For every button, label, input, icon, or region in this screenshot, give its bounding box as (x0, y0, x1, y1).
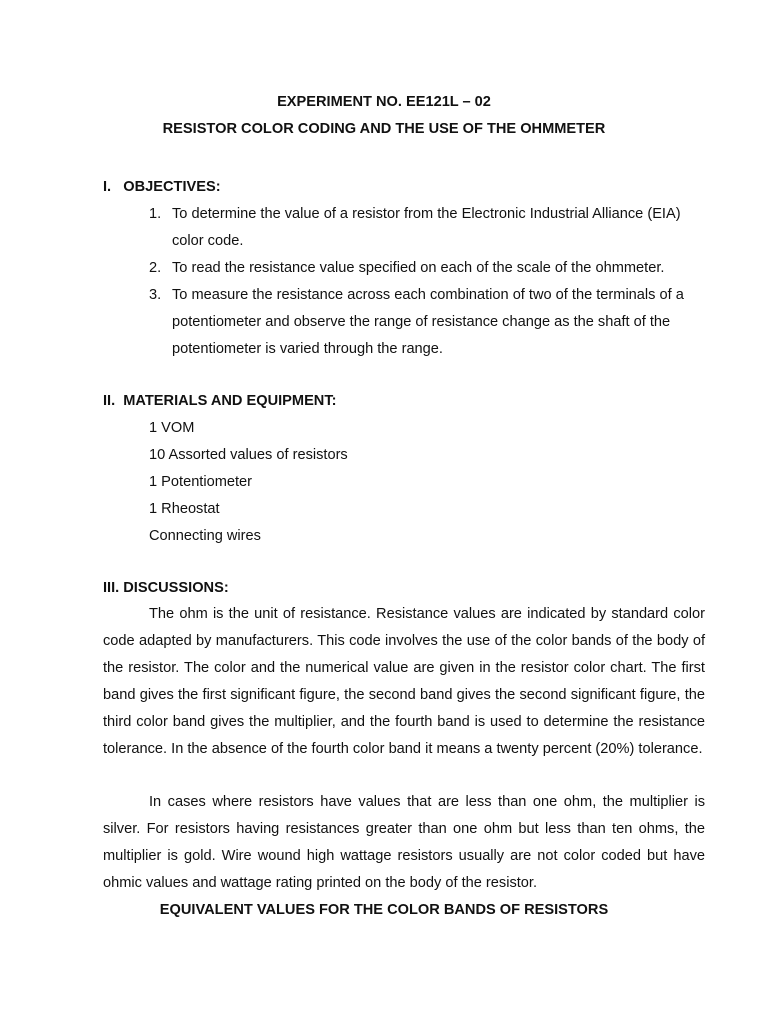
materials-heading: II. MATERIALS AND EQUIPMENT: (103, 393, 337, 409)
objective-1-line-1: To determine the value of a resistor from the Electronic Industrial Alliance (EIA) (172, 206, 681, 222)
material-item: 1 Rheostat (149, 501, 220, 517)
discussion-paragraph-2 (103, 789, 705, 897)
material-item: 1 VOM (149, 420, 195, 436)
experiment-subtitle: RESISTOR COLOR CODING AND THE USE OF THE OHMMETER (162, 121, 606, 137)
objective-1-line-2: color code. (172, 233, 244, 249)
objective-3-line-2: potentiometer and observe the range of resistance change as the shaft of the (172, 314, 671, 330)
color-bands-table-heading: EQUIVALENT VALUES FOR THE COLOR BANDS OF RESISTORS (159, 902, 609, 918)
discussion-paragraph-1-text: The ohm is the unit of resistance. Resistance values are indicated by standard color code adapted by manufacturers. This code involves the use of the color bands of the body of the resistor. The color and the numerical value are given in the resistor color chart. The first band gives the first significant figure, the second band gives the second significant figure, the third color band gives the multiplier, and the fourth band is used to determine the resistance tolerance. In the absence of the fourth color band it means a twenty percent (20%) tolerance. (103, 606, 705, 757)
objective-3-line-3: potentiometer is varied through the range. (172, 341, 443, 357)
objective-number-1: 1. (149, 206, 162, 222)
objective-number-3: 3. (149, 287, 162, 303)
material-item: 1 Potentiometer (149, 474, 253, 490)
objective-3-line-1: To measure the resistance across each combination of two of the terminals of a (172, 287, 684, 303)
material-item: Connecting wires (149, 528, 261, 544)
objectives-heading: I. OBJECTIVES: (103, 179, 221, 195)
experiment-title: EXPERIMENT NO. EE121L – 02 (277, 94, 491, 110)
objective-2-line-1: To read the resistance value specified on each of the scale of the ohmmeter. (172, 260, 665, 276)
discussions-heading: III. DISCUSSIONS: (103, 580, 229, 596)
discussion-paragraph-1 (103, 601, 705, 762)
objective-number-2: 2. (149, 260, 162, 276)
material-item: 10 Assorted values of resistors (149, 447, 348, 463)
discussion-paragraph-2-text: In cases where resistors have values that are less than one ohm, the multiplier is silver. For resistors having resistances greater than one ohm but less than ten ohms, the multiplier is gold. Wire wound high wattage resistors usually are not color coded but have ohmic values and wattage rating printed on the body of the resistor. (103, 794, 705, 891)
